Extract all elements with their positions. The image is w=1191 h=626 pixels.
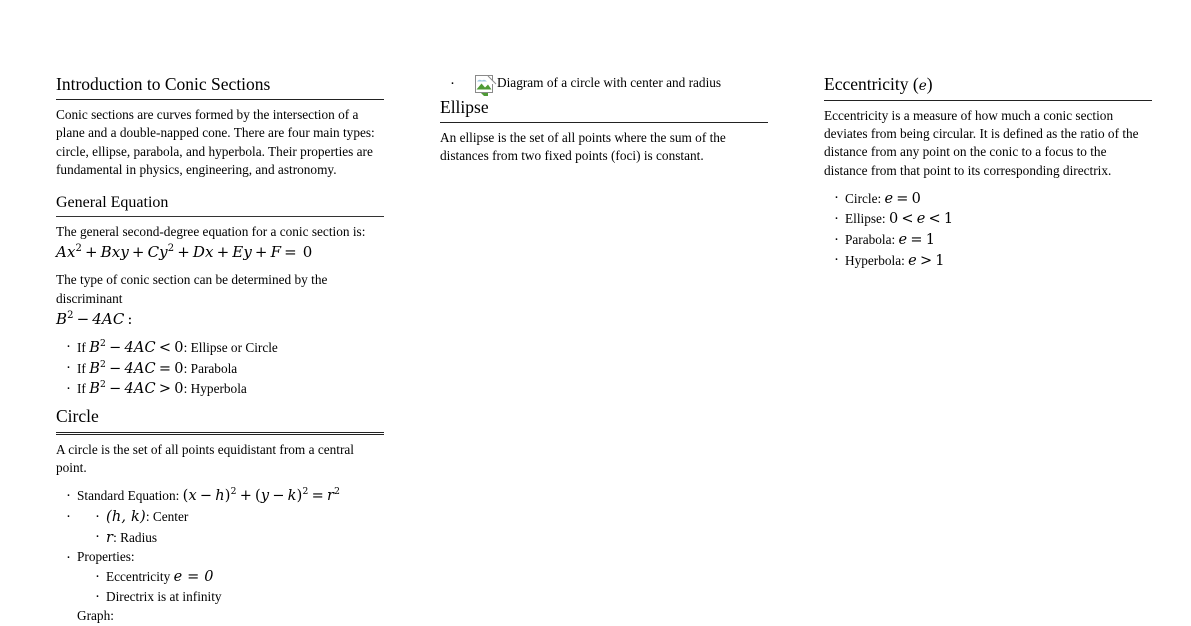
case-prefix: If	[77, 339, 86, 355]
op-plus-3: +	[177, 243, 190, 262]
list-item	[93, 567, 384, 588]
radius-label: : Radius	[113, 529, 158, 545]
discriminant-formula	[56, 310, 384, 328]
standard-equation-label: Standard Equation:	[77, 488, 180, 504]
eccentricity-label: Eccentricity	[106, 569, 171, 585]
intro-paragraph: Conic sections are curves formed by the intersection of a plane and a double-napped cone. There are four main types: circle, ellipse, parabola, and hyperbola. Their properties are fundamental in physics, engineering, and astronomy.	[56, 107, 375, 178]
eccentricity-values-list	[824, 189, 1152, 271]
op-plus-1: +	[84, 243, 98, 262]
heading-general-equation: General Equation	[56, 194, 384, 217]
eccentricity-expression: 0 < e < 1	[888, 211, 954, 228]
section-eccentricity	[824, 74, 1152, 271]
section-ellipse	[440, 97, 768, 166]
case-expression: $B^2 - 4AC > 0$	[89, 379, 184, 398]
case-result: : Parabola	[183, 360, 238, 376]
circle-properties-list	[77, 567, 384, 606]
list-item	[93, 528, 384, 549]
discriminant-exp: 2	[67, 309, 74, 321]
discriminant-lead-in: The type of conic section can be determined by the discriminant	[56, 272, 328, 306]
broken-image-icon	[475, 75, 497, 97]
two-column-layout	[56, 74, 1139, 626]
case-expression: $B^2 - 4AC = 0$	[89, 358, 184, 377]
term-ey: Ey	[232, 243, 252, 262]
heading-introduction: Introduction to Conic Sections	[56, 74, 384, 100]
op-equals: =	[284, 243, 297, 262]
heading-eccentricity	[824, 74, 1152, 101]
op-plus-2: +	[131, 243, 145, 262]
discriminant-colon: :	[127, 309, 133, 328]
list-item	[93, 507, 384, 528]
heading-ellipse: Ellipse	[440, 97, 768, 123]
conic-label: Ellipse:	[845, 211, 886, 227]
list-item	[64, 338, 384, 359]
list-item	[832, 230, 1152, 251]
list-item	[64, 359, 384, 380]
heading-suffix: )	[926, 74, 933, 94]
eccentricity-expression: e = 0	[884, 190, 922, 207]
eccentricity-math: e = 0	[173, 569, 214, 586]
term-dx: Dx	[192, 243, 214, 262]
case-prefix: If	[77, 381, 86, 397]
discriminant-minus: −	[76, 309, 90, 328]
circle-paragraph: A circle is the set of all points equidistant from a central point.	[56, 441, 354, 476]
properties-label: Properties:	[77, 549, 135, 565]
list-item	[64, 507, 384, 548]
eccentricity-expression: e = 1	[898, 232, 936, 249]
list-item	[64, 486, 384, 507]
directrix-label: Directrix is at infinity	[106, 588, 222, 604]
ellipse-paragraph: An ellipse is the set of all points where the sum of the distances from two fixed points (foci) is constant.	[440, 130, 726, 164]
radius-math: r	[106, 529, 114, 546]
center-label: : Center	[145, 509, 189, 525]
section-general-equation	[56, 194, 384, 400]
discriminant-4ac: 4AC	[92, 309, 125, 328]
conic-label: Circle:	[845, 190, 882, 206]
graph-alt-text: Diagram of a circle with center and radius	[497, 75, 722, 90]
center-math: (h, k)	[106, 509, 146, 526]
case-result: : Hyperbola	[183, 381, 247, 397]
conic-label: Hyperbola:	[845, 252, 905, 268]
heading-circle: Circle	[56, 406, 384, 435]
discriminant-b: B	[56, 309, 68, 328]
general-equation-formula	[56, 243, 384, 261]
op-plus-4: +	[216, 243, 230, 262]
op-plus-5: +	[254, 243, 268, 262]
list-item	[64, 379, 384, 400]
discriminant-cases-list	[56, 338, 384, 400]
list-item	[832, 189, 1152, 210]
circle-equation-legend	[77, 507, 384, 548]
list-item	[64, 548, 384, 606]
heading-math-e: e	[918, 78, 927, 94]
heading-prefix: Eccentricity (	[824, 74, 919, 94]
section-introduction	[56, 74, 384, 180]
circle-standard-equation: $(x - h)^2 + (y - k)^2 = r^2$	[182, 486, 341, 505]
eccentricity-paragraph: Eccentricity is a measure of how much a conic section deviates from being circular. It is defined as the ratio of the distance from any point on the conic to a focus to the distance from that point to its corresponding directrix.	[824, 107, 1139, 178]
case-result: : Ellipse or Circle	[183, 339, 278, 355]
list-item	[93, 588, 384, 607]
list-item	[832, 209, 1152, 230]
term-f: F	[270, 243, 282, 262]
list-item	[832, 251, 1152, 272]
term-bxy: Bxy	[100, 243, 129, 262]
eccentricity-expression: e > 1	[908, 252, 945, 269]
conic-label: Parabola:	[845, 232, 896, 248]
general-equation-lead-in: The general second-degree equation for a conic section is:	[56, 223, 366, 239]
term-cy2: Cy$^2$	[147, 243, 175, 262]
term-zero: 0	[302, 243, 313, 262]
graph-label: Graph:	[77, 607, 114, 623]
case-expression: $B^2 - 4AC < 0$	[89, 338, 184, 356]
term-ax2: Ax$^2$	[56, 243, 82, 262]
case-prefix: If	[77, 360, 86, 376]
circle-graph-image-placeholder	[461, 74, 768, 97]
